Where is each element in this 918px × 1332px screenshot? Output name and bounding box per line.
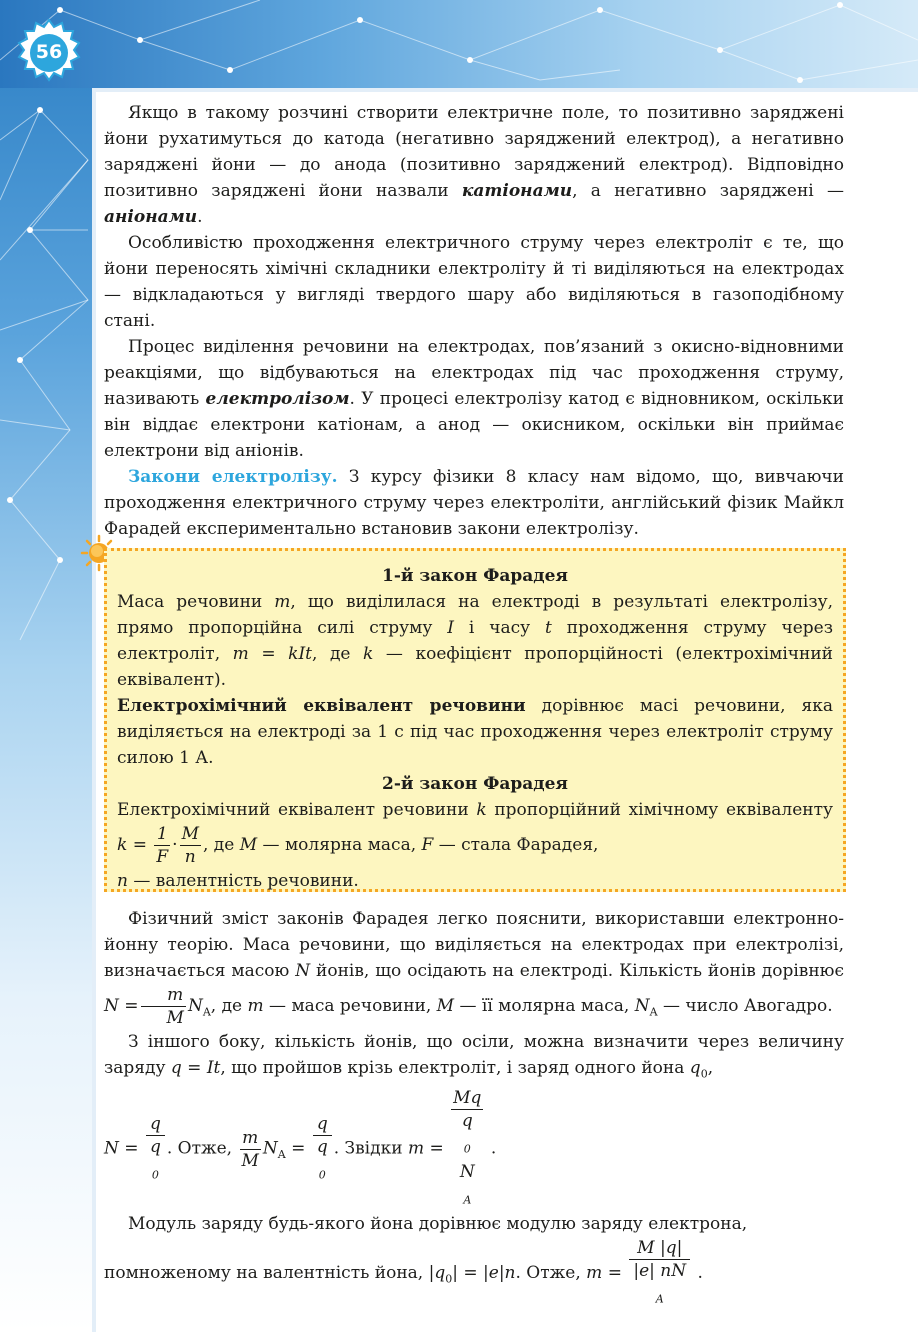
formula-3-lhs: m = — [407, 1138, 444, 1159]
abs-q0: |q — [428, 1263, 446, 1284]
var-NA-sub: A — [202, 1005, 211, 1019]
paragraph-2: Особливістю проходження електричного струму через електроліт є те, що йони переносять хімічні складники електроліту й ті виділяються на електродах — відкладаються у вигляді твердого шару або виділяються в газоподібному стані. — [104, 233, 844, 331]
law-2-text-f: — валентність речовини. — [127, 871, 359, 891]
paragraph-7-formula: помноженому на валентність йона, $|q_0| = |e|n$. Отже, m = M |q| |e| nN $_A$ . — [104, 1237, 844, 1310]
law-2-text-b: пропорційний хімічному еквіваленту — [486, 800, 833, 820]
law-1-text-c: і часу — [453, 618, 546, 638]
fraction-m-over-M: $\frac{m}{M}$ — [141, 984, 186, 1029]
main-text-bottom — [104, 906, 844, 1311]
paragraph-5-text-b: йонів, що осідають на електроді. Кількість йонів дорівнює — [310, 961, 844, 981]
law-1-title: 1-й закон Фарадея — [381, 566, 568, 586]
main-text-top — [104, 100, 844, 542]
paragraph-7-text-b: помноженому на валентність йона, — [104, 1263, 429, 1284]
paragraph-6-text-e: . Звідки — [333, 1138, 403, 1159]
law-2-text-a: Електрохімічний еквівалент речовини — [117, 800, 477, 820]
definition-body: дорівнює масі речовини, яка виділяється на електроді за 1 с під час проходження через електроліт струму силою 1 А. — [117, 696, 833, 768]
law-1-text — [117, 589, 833, 693]
paragraph-6-text-a: З іншого боку, кількість йонів, що осіли, можна визначити через величину заряду — [104, 1032, 844, 1078]
var-q0-sub: 0 — [700, 1067, 708, 1081]
paragraph-7-text-a: Модуль заряду будь-якого йона дорівнює модулю заряду електрона, — [128, 1214, 748, 1235]
paragraph-1 — [104, 100, 844, 230]
paragraph-4-text: З курсу фізики 8 класу нам відомо, що, вивчаючи проходження електричного струму через електроліти, англійський фізик Майкл Фарадей експериментально встановив закони електролізу. — [104, 467, 844, 539]
law-2-text-e: — стала Фарадея, — [433, 835, 599, 855]
paragraph-5-text-c: , де — [210, 996, 248, 1016]
paragraph-6-text-d: . Отже, — [166, 1138, 233, 1159]
multiply-dot: · — [172, 835, 178, 855]
equals-sign: = — [291, 1138, 306, 1159]
var-m: m — [274, 592, 291, 612]
paragraph-6-text-c: , — [707, 1058, 714, 1078]
law-2-text-d: — молярна маса, — [257, 835, 422, 855]
var-k-2: k — [476, 800, 487, 820]
fraction-final: M |q| |e| nN $_A$ — [629, 1237, 690, 1310]
var-m-2: m — [247, 996, 264, 1016]
law-2-text-c: , де — [202, 835, 240, 855]
fraction-q-over-q0-2: q q $_0$ — [313, 1113, 332, 1186]
var-M-2: M — [436, 996, 455, 1016]
term-anions: аніонами — [104, 207, 198, 227]
formula-final-lhs: m = — [586, 1263, 622, 1284]
var-NA-2-sub: A — [649, 1005, 658, 1019]
paragraph-5-text-e: — її молярна маса, — [454, 996, 635, 1016]
section-heading: Закони електролізу. — [128, 467, 338, 487]
faraday-laws-box — [104, 548, 846, 892]
law-2-title: 2-й закон Фарадея — [381, 774, 568, 794]
fraction-1-over-F: $\frac{1}{F}$ — [156, 824, 169, 867]
paragraph-4 — [104, 464, 844, 542]
paragraph-5-text-d: — маса речовини, — [263, 996, 437, 1016]
var-N: N — [295, 961, 311, 981]
fraction-m-over-M-2: $\frac{m}{M}$ — [241, 1127, 259, 1171]
term-cations: катіонами — [461, 181, 573, 201]
definition-term: Електрохімічний еквівалент речовини — [117, 696, 526, 716]
fraction-q-over-q0: q q $_0$ — [146, 1113, 165, 1186]
paragraph-5-text-f: — число Авогадро. — [657, 996, 833, 1016]
var-NA-3: N — [262, 1138, 278, 1159]
paragraph-7-text-d: . — [697, 1263, 703, 1284]
var-NA: N — [187, 996, 203, 1016]
definition-text — [117, 693, 833, 771]
page-number: 56 — [35, 41, 63, 63]
paragraph-6 — [104, 1029, 844, 1087]
formula-N-lhs: N = — [104, 996, 139, 1016]
term-electrolysis: електролізом — [205, 389, 350, 409]
var-I: I — [447, 618, 454, 638]
var-NA-2: N — [634, 996, 650, 1016]
paragraph-1-text-a: Якщо в такому розчині створити електричне поле, то позитивно заряджені йони рухатимуться до катода (негативно заряджений електрод), а негативно заряджені йони — до анода (позитивно заряджений електрод). Відповідно позитивно заряджені йони назвали — [104, 103, 844, 201]
paragraph-7-text-c: . Отже, — [515, 1263, 581, 1284]
formula-1-lhs: N = — [104, 1138, 139, 1159]
paragraph-5 — [104, 906, 844, 1029]
var-q0: q — [689, 1058, 701, 1078]
var-k: k — [363, 644, 374, 664]
paragraph-3-text-a: Процес виділення речовини на електродах, пов’язаний з окисно-відновними реакціями, що відбуваються на електродах під час проходження струму, називають — [104, 337, 844, 409]
abs-e-n: | = |e|n — [452, 1263, 516, 1284]
law-1-text-a: Маса речовини — [117, 592, 275, 612]
law-1-text-d: проходження струму через електроліт, — [117, 618, 833, 664]
formula-k-eq: k = — [117, 835, 147, 855]
paragraph-6-text-b: , що пройшов крізь електроліт, і заряд одного йона — [220, 1058, 690, 1078]
paragraph-5-text-a: Фізичний зміст законів Фарадея легко пояснити, використавши електронно-йонну теорію. Маса речовини, що виділяється на електродах при електролізі, визначається масою — [104, 909, 844, 981]
paragraph-3 — [104, 334, 844, 464]
paragraph-1-text-c: . — [197, 207, 203, 227]
paragraph-1-text-b: , а негативно заряджені — — [572, 181, 844, 201]
formula-q-it: q = It — [170, 1058, 221, 1078]
law-1-text-f: — коефіцієнт пропорційності (електрохімічний еквівалент). — [117, 644, 833, 690]
fraction-Mq-over-q0NA: Mq q $_0$ N $_A$ — [453, 1088, 482, 1207]
var-F: F — [421, 835, 434, 855]
paragraph-3-text-b: . У процесі електролізу катод є відновником, оскільки він віддає електрони катіонам, а анод — окисником, оскільки він приймає електрони від аніонів. — [104, 389, 845, 461]
law-2-text — [117, 797, 833, 894]
fraction-M-over-n: $\frac{M}{n}$ — [181, 824, 199, 867]
paragraph-6-formulas: N = q q $_0$ . Отже, $\frac{m}{M}$ $N_A$ = q q $_0$ . Звідки m = Mq q $_0$ N $_A$ . — [104, 1087, 844, 1211]
var-M: M — [239, 835, 258, 855]
paragraph-6-text-f: . — [490, 1138, 497, 1159]
law-1-text-b: , що виділилася на електроді в результаті електролізу, прямо пропорційна силі струму — [117, 592, 833, 638]
formula-m-kit: m = kIt — [232, 644, 312, 664]
law-1-text-e: , де — [312, 644, 364, 664]
var-t: t — [545, 618, 552, 638]
var-n: n — [117, 871, 128, 891]
paragraph-7 — [104, 1211, 844, 1237]
